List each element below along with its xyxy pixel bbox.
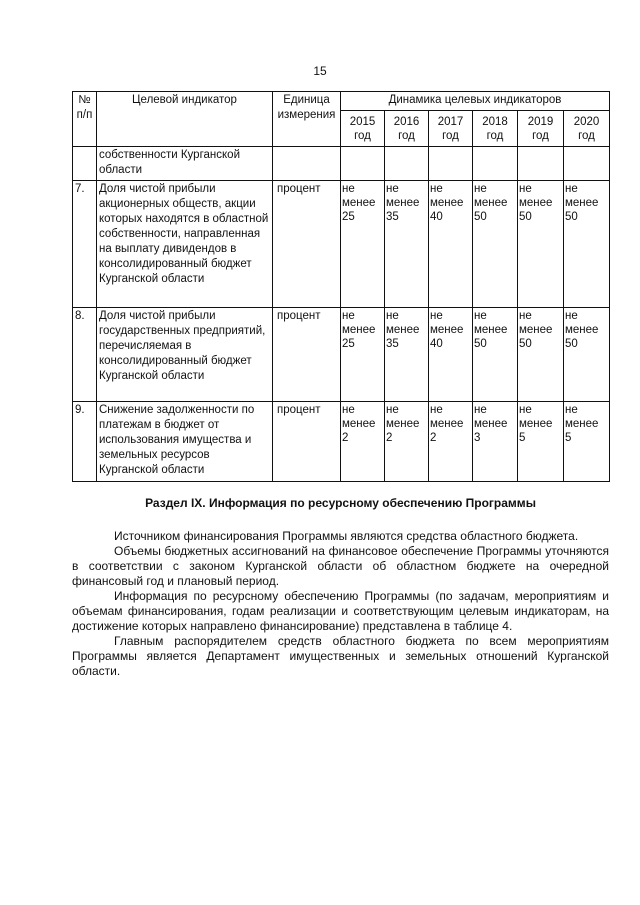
row-unit: процент (273, 402, 341, 482)
value-text: 25 (342, 211, 355, 223)
header-year-value: 2020 (573, 116, 600, 128)
header-year (429, 111, 473, 147)
row-number: 7. (73, 181, 97, 308)
header-year-suffix: год (578, 130, 595, 142)
value-text: 2 (430, 432, 437, 444)
value-text: не (386, 404, 399, 416)
value-text: не (474, 183, 487, 195)
paragraph: Объемы бюджетных ассигнований на финансовое обеспечение Программы уточняются в соответствии с законом Курганской области об областном бюджете на очередной финансовый год и плановый период. (72, 544, 609, 588)
header-year (518, 111, 564, 147)
row-value (429, 308, 473, 402)
row-value (429, 402, 473, 482)
value-text: 50 (565, 338, 578, 350)
value-text: не (565, 310, 578, 322)
value-text: менее (342, 324, 376, 336)
header-year (385, 111, 429, 147)
header-num: № п/п (73, 92, 97, 147)
value-text: менее (430, 197, 464, 209)
row-value (341, 402, 385, 482)
value-text: 35 (386, 211, 399, 223)
row-value (564, 308, 610, 402)
row-unit: процент (273, 308, 341, 402)
header-year-suffix: год (486, 130, 504, 142)
value-text: 50 (519, 211, 532, 223)
table-row (73, 181, 610, 308)
header-year (564, 111, 610, 147)
value-text: не (342, 404, 355, 416)
value-text: не (519, 404, 532, 416)
row-value (518, 402, 564, 482)
value-text: не (430, 404, 443, 416)
value-text: не (474, 310, 487, 322)
value-text: менее (342, 418, 376, 430)
row-value (473, 402, 518, 482)
row-value (429, 181, 473, 308)
value-text: не (430, 183, 443, 195)
value-text: не (386, 310, 399, 322)
value-text: менее (386, 197, 420, 209)
row-value (473, 308, 518, 402)
continuation-text: собственности Курганской области (97, 147, 273, 181)
row-number: 9. (73, 402, 97, 482)
header-year-value: 2019 (527, 116, 554, 128)
value-text: не (519, 183, 532, 195)
header-year-value: 2016 (393, 116, 420, 128)
value-text: не (565, 183, 578, 195)
section-body (72, 529, 609, 679)
value-text: не (342, 310, 355, 322)
value-text: 3 (474, 432, 481, 444)
row-value (385, 181, 429, 308)
value-text: не (519, 310, 532, 322)
value-text: менее (474, 197, 508, 209)
header-year (341, 111, 385, 147)
row-value (385, 308, 429, 402)
row-value (385, 402, 429, 482)
value-text: менее (565, 324, 599, 336)
value-text: 2 (386, 432, 393, 444)
header-year-suffix: год (442, 130, 459, 142)
header-unit: Единица измерения (273, 92, 341, 147)
header-year-suffix: год (398, 130, 415, 142)
value-text: 50 (474, 211, 487, 223)
row-unit: процент (273, 181, 341, 308)
value-text: 25 (342, 338, 355, 350)
paragraph: Информация по ресурсному обеспечению Программы (по задачам, мероприятиям и объемам финансирования, годам реализации и соответствующим целевым индикаторам, на достижение которых направлено финансирование) представлена в таблице 4. (72, 589, 609, 633)
section-heading: Раздел IX. Информация по ресурсному обеспечению Программы (145, 496, 536, 510)
value-text: менее (519, 418, 553, 430)
value-text: 40 (430, 211, 443, 223)
paragraph: Главным распорядителем средств областного бюджета по всем мероприятиям Программы является Департамент имущественных и земельных отношений Курганской области. (72, 634, 609, 678)
value-text: 5 (519, 432, 526, 444)
value-text: не (386, 183, 399, 195)
value-text: 50 (565, 211, 578, 223)
value-text: менее (386, 324, 420, 336)
header-year (473, 111, 518, 147)
value-text: не (474, 404, 487, 416)
table-row (73, 308, 610, 402)
value-text: менее (565, 418, 599, 430)
row-value (518, 181, 564, 308)
row-indicator: Доля чистой прибыли акционерных обществ, акции которых находятся в областной собственности, направленная на выплату дивидендов в консолидированный бюджет Курганской области (97, 181, 273, 308)
value-text: менее (430, 324, 464, 336)
header-year-value: 2015 (349, 116, 376, 128)
value-text: менее (519, 324, 553, 336)
value-text: 50 (519, 338, 532, 350)
header-year-value: 2017 (437, 116, 464, 128)
value-text: не (342, 183, 355, 195)
row-value (341, 308, 385, 402)
value-text: 40 (430, 338, 443, 350)
paragraph: Источником финансирования Программы являются средства областного бюджета. (114, 529, 579, 543)
row-value (473, 181, 518, 308)
value-text: менее (386, 418, 420, 430)
row-indicator: Доля чистой прибыли государственных предприятий, перечисляемая в консолидированный бюджет Курганской области (97, 308, 273, 402)
value-text: менее (565, 197, 599, 209)
row-value (518, 308, 564, 402)
value-text: не (565, 404, 578, 416)
table-row (73, 402, 610, 482)
value-text: не (430, 310, 443, 322)
value-text: 50 (474, 338, 487, 350)
target-indicators-table (72, 91, 610, 482)
value-text: 5 (565, 432, 572, 444)
header-year-suffix: год (354, 130, 371, 142)
value-text: 35 (386, 338, 399, 350)
row-value (564, 181, 610, 308)
row-value (564, 402, 610, 482)
row-number: 8. (73, 308, 97, 402)
row-indicator: Снижение задолженности по платежам в бюджет от использования имущества и земельных ресурсов Курганской области (97, 402, 273, 482)
page-number: 15 (313, 64, 327, 78)
header-dynamics: Динамика целевых индикаторов (341, 92, 610, 111)
value-text: менее (474, 324, 508, 336)
value-text: 2 (342, 432, 349, 444)
value-text: менее (430, 418, 464, 430)
header-year-suffix: год (532, 130, 549, 142)
value-text: менее (519, 197, 553, 209)
header-indicator: Целевой индикатор (97, 92, 273, 147)
row-value (341, 181, 385, 308)
header-year-value: 2018 (482, 116, 508, 128)
value-text: менее (474, 418, 508, 430)
value-text: менее (342, 197, 376, 209)
